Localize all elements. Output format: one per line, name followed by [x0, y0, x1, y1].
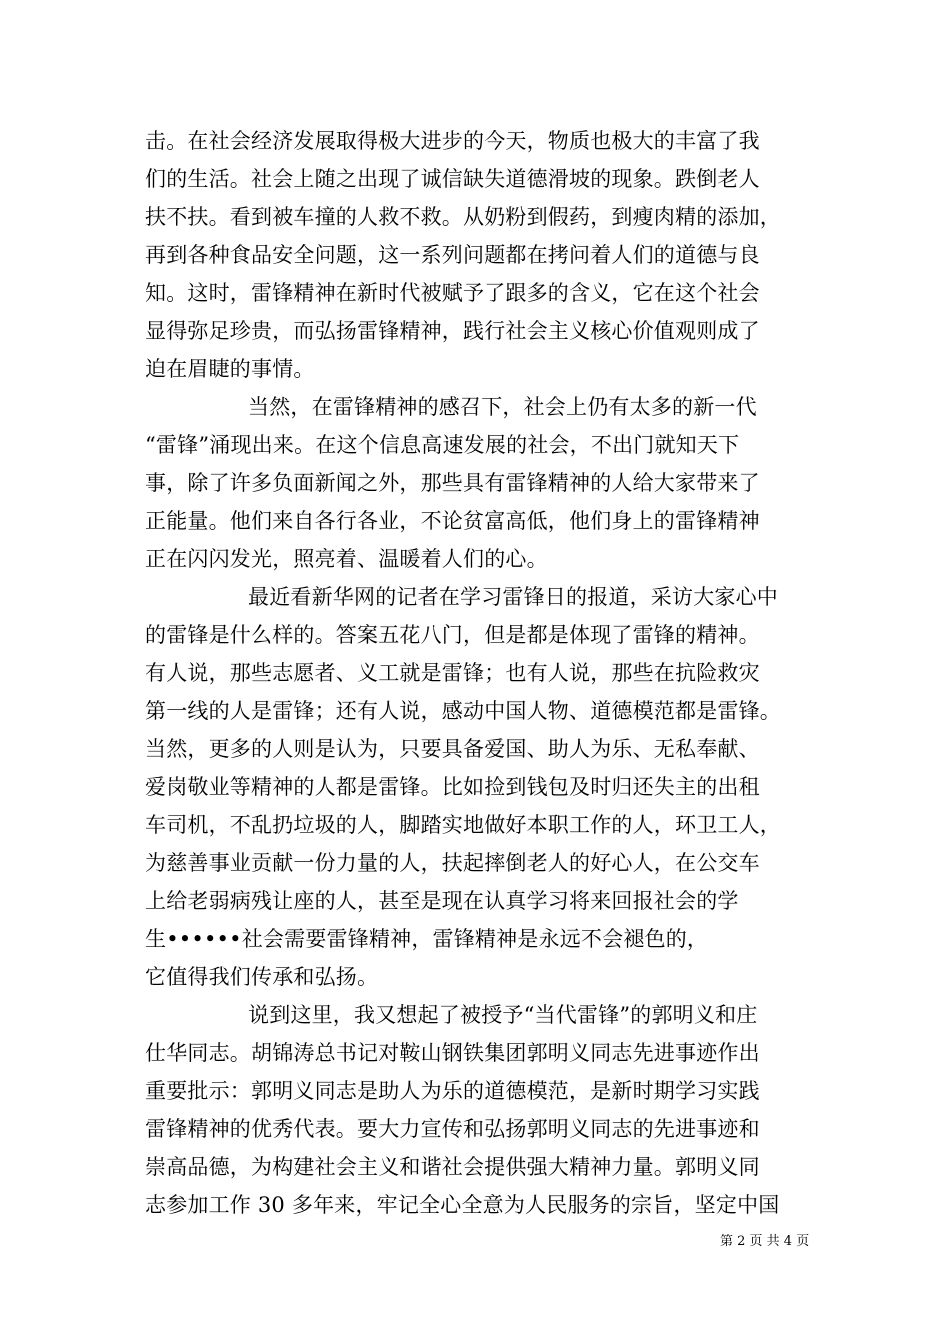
text-line: 第一线的人是雷锋；还有人说，感动中国人物、道德模范都是雷锋。	[145, 699, 781, 723]
text-line: 迫在眉睫的事情。	[145, 357, 315, 381]
paragraph-first-line: 说到这里，我又想起了被授予“当代雷锋”的郭明义和庄	[248, 1003, 758, 1027]
page-number-footer: 第 2 页 共 4 页	[720, 1234, 810, 1249]
text-line: 仕华同志。胡锦涛总书记对鞍山钢铁集团郭明义同志先进事迹作出	[145, 1041, 760, 1065]
text-line: 车司机，不乱扔垃圾的人，脚踏实地做好本职工作的人，环卫工人，	[145, 813, 781, 837]
text-line: 正能量。他们来自各行各业，不论贫富高低，他们身上的雷锋精神	[145, 509, 760, 533]
text-line: 们的生活。社会上随之出现了诚信缺失道德滑坡的现象。跌倒老人	[145, 167, 760, 191]
text-line: “雷锋”涌现出来。在这个信息高速发展的社会，不出门就知天下	[145, 433, 740, 457]
text-line: 知。这时，雷锋精神在新时代被赋予了跟多的含义，它在这个社会	[145, 281, 760, 305]
text-line: 击。在社会经济发展取得极大进步的今天，物质也极大的丰富了我	[145, 129, 760, 153]
text-line: 崇高品德，为构建社会主义和谐社会提供强大精神力量。郭明义同	[145, 1155, 760, 1179]
text-line: 显得弥足珍贵，而弘扬雷锋精神，践行社会主义核心价值观则成了	[145, 319, 760, 343]
text-line: 的雷锋是什么样的。答案五花八门，但是都是体现了雷锋的精神。	[145, 623, 760, 647]
text-line: 它值得我们传承和弘扬。	[145, 965, 379, 989]
text-line: 雷锋精神的优秀代表。要大力宣传和弘扬郭明义同志的先进事迹和	[145, 1117, 760, 1141]
text-line: 爱岗敬业等精神的人都是雷锋。比如捡到钱包及时归还失主的出租	[145, 775, 760, 799]
text-line: 生••••••社会需要雷锋精神，雷锋精神是永远不会褪色的，	[145, 927, 709, 951]
paragraph-first-line: 当然，在雷锋精神的感召下，社会上仍有太多的新一代	[248, 395, 757, 419]
text-line: 上给老弱病残让座的人，甚至是现在认真学习将来回报社会的学	[145, 889, 739, 913]
text-line: 扶不扶。看到被车撞的人救不救。从奶粉到假药，到瘦肉精的添加，	[145, 205, 781, 229]
text-line: 再到各种食品安全问题，这一系列问题都在拷问着人们的道德与良	[145, 243, 760, 267]
text-line: 正在闪闪发光，照亮着、温暖着人们的心。	[145, 547, 548, 571]
text-line: 有人说，那些志愿者、义工就是雷锋；也有人说，那些在抗险救灾	[145, 661, 760, 685]
paragraph-first-line: 最近看新华网的记者在学习雷锋日的报道，采访大家心中	[248, 585, 778, 609]
text-line: 事，除了许多负面新闻之外，那些具有雷锋精神的人给大家带来了	[145, 471, 760, 495]
text-line: 当然，更多的人则是认为，只要具备爱国、助人为乐、无私奉献、	[145, 737, 760, 761]
text-line: 重要批示：郭明义同志是助人为乐的道德模范，是新时期学习实践	[145, 1079, 760, 1103]
text-line: 为慈善事业贡献一份力量的人，扶起摔倒老人的好心人，在公交车	[145, 851, 760, 875]
text-line: 志参加工作 30 多年来，牢记全心全意为人民服务的宗旨，坚定中国	[145, 1193, 780, 1217]
